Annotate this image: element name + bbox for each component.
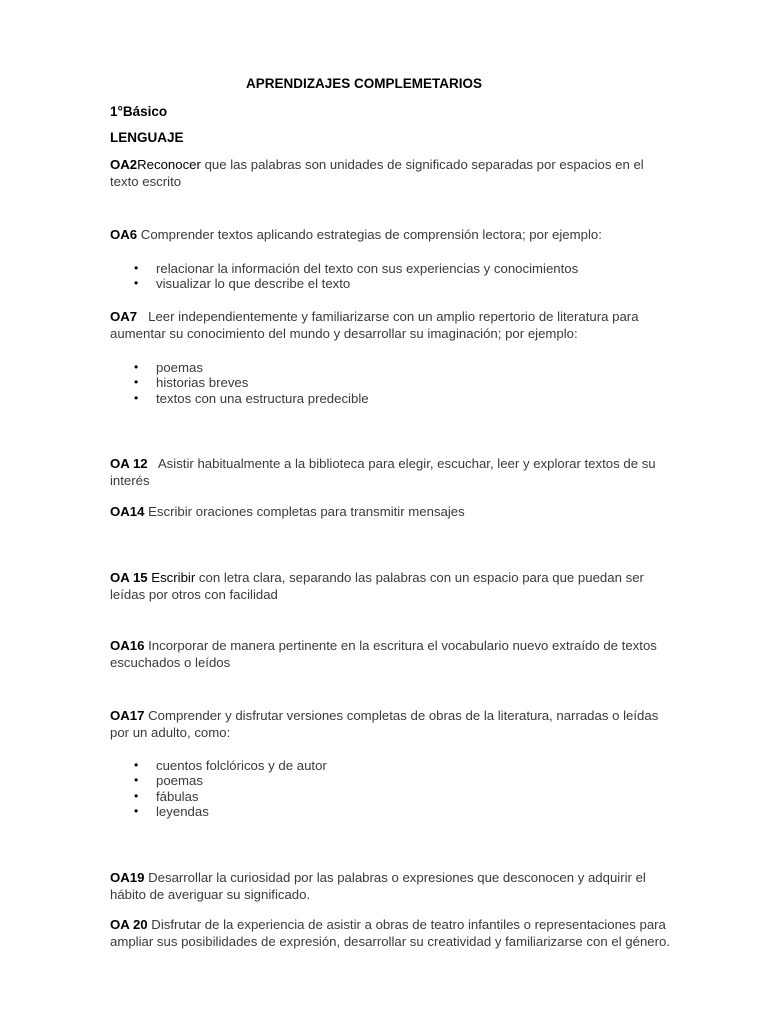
- objective-oa7-list: [110, 360, 369, 406]
- list-item: • historias breves: [134, 375, 249, 391]
- objective-oa2: [110, 156, 670, 190]
- bullet-icon: •: [134, 375, 139, 390]
- list-item: • fábulas: [134, 788, 199, 804]
- objective-code: OA 12: [110, 456, 148, 471]
- bullet-icon: •: [134, 758, 139, 772]
- bullet-icon: •: [134, 360, 139, 374]
- objective-text: Desarrollar la curiosidad por las palabras o expresiones que desconocen y adquirir el hábito de averiguar su significado.: [110, 870, 646, 902]
- objective-code: OA6: [110, 227, 138, 242]
- objective-code: OA14: [110, 504, 145, 519]
- objective-oa17: [110, 707, 670, 741]
- bullet-icon: •: [134, 788, 139, 803]
- objective-text: Disfrutar de la experiencia de asistir a obras de teatro infantiles o representaciones para ampliar sus posibilidades de expresión, desarrollar su creatividad y familiarizarse con el género.: [110, 917, 671, 949]
- objective-code: OA17: [110, 708, 145, 723]
- list-item: • relacionar la información del texto con sus experiencias y conocimientos: [134, 261, 579, 276]
- objective-verb: Escribir: [147, 570, 196, 585]
- objective-text: Escribir oraciones completas para transmitir mensajes: [144, 504, 465, 519]
- list-item: • textos con una estructura predecible: [134, 390, 369, 406]
- objective-oa12: [110, 455, 670, 489]
- objective-oa14: [110, 503, 670, 520]
- objective-oa17-list: [110, 758, 327, 819]
- objective-text: Incorporar de manera pertinente en la escritura el vocabulario nuevo extraído de textos escuchados o leídos: [110, 638, 657, 670]
- list-item: • poemas: [134, 773, 203, 789]
- bullet-icon: •: [134, 803, 139, 818]
- bullet-icon: •: [134, 261, 139, 275]
- objective-oa6: [110, 226, 670, 243]
- objective-text: Comprender y disfrutar versiones completas de obras de la literatura, narradas o leídas por un adulto, como:: [110, 708, 659, 740]
- bullet-icon: •: [134, 276, 139, 291]
- objective-code: OA 15: [110, 570, 148, 585]
- list-item: • cuentos folclóricos y de autor: [134, 758, 327, 773]
- objective-text: que las palabras son unidades de significado separadas por espacios en el texto escrito: [110, 157, 644, 189]
- bullet-icon: •: [134, 390, 139, 405]
- objective-code: OA2: [110, 157, 138, 172]
- objective-code: OA 20: [110, 917, 148, 932]
- objective-text: Comprender textos aplicando estrategias de comprensión lectora; por ejemplo:: [137, 227, 602, 242]
- list-item: • visualizar lo que describe el texto: [134, 276, 351, 292]
- bullet-icon: •: [134, 773, 139, 788]
- objective-code: OA7: [110, 309, 138, 324]
- objective-oa6-list: [110, 261, 578, 292]
- list-item: • poemas: [134, 360, 203, 375]
- objective-code: OA19: [110, 870, 145, 885]
- document-title: APRENDIZAJES COMPLEMETARIOS: [245, 76, 483, 91]
- list-item: • leyendas: [134, 803, 209, 819]
- objective-text: Asistir habitualmente a la biblioteca para elegir, escuchar, leer y explorar textos de su interés: [110, 456, 660, 488]
- subject-heading: LENGUAJE: [110, 130, 184, 145]
- objective-oa7: [110, 308, 670, 342]
- grade-heading: 1°Básico: [110, 104, 168, 119]
- objective-code: OA16: [110, 638, 145, 653]
- objective-oa16: [110, 637, 670, 671]
- objective-oa20: [110, 916, 670, 950]
- objective-text: con letra clara, separando las palabras con un espacio para que puedan ser leídas por otros con facilidad: [110, 570, 644, 602]
- objective-verb: Reconocer: [137, 157, 201, 172]
- objective-text: Leer independientemente y familiarizarse con un amplio repertorio de literatura para aumentar su conocimiento del mundo y desarrollar su imaginación; por ejemplo:: [110, 309, 643, 341]
- objective-oa15: [110, 569, 670, 603]
- objective-oa19: [110, 869, 670, 903]
